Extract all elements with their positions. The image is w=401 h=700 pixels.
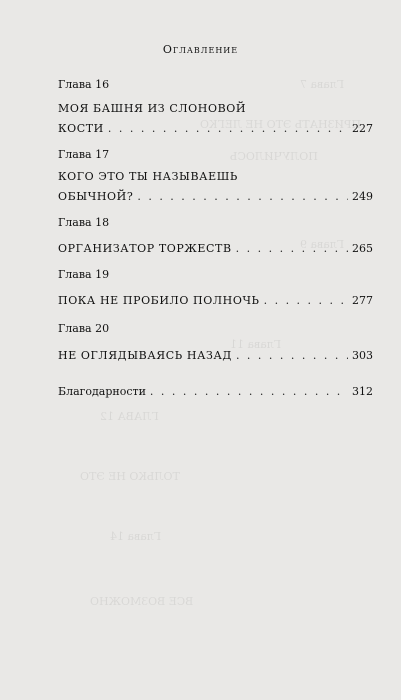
chapter-label: Глава 18 (58, 216, 110, 229)
chapter-title-line: МОЯ БАШНЯ ИЗ СЛОНОВОЙ (58, 102, 247, 115)
dot-leader (236, 242, 348, 255)
chapter-label: Глава 17 (58, 148, 110, 161)
dot-leader (264, 294, 348, 307)
toc-entry-row[interactable] (58, 294, 373, 307)
dot-leader (108, 122, 348, 135)
page-number: 227 (352, 122, 373, 135)
page-number: 249 (352, 190, 373, 203)
chapter-title-line: ОРГАНИЗАТОР ТОРЖЕСТВ (58, 242, 232, 255)
chapter-label: Глава 19 (58, 268, 110, 281)
bleed-through-text: ГЛАВА 12 (100, 410, 159, 423)
page-number: 277 (352, 294, 373, 307)
chapter-label: Глава 16 (58, 78, 110, 91)
chapter-title-line: КОСТИ (58, 122, 104, 135)
toc-entry-row[interactable] (58, 242, 373, 255)
bleed-through-text: ПОЛУЧИЛОСЬ (230, 150, 318, 163)
toc-entry-row[interactable] (58, 190, 373, 203)
bleed-through-text: ВСЕ ВОЗМОЖНО (90, 595, 194, 608)
bleed-through-text: Глава 7 (300, 78, 345, 91)
bleed-through-text: Глава 14 (110, 530, 162, 543)
acknowledgements-label: Благодарности (58, 385, 146, 398)
bleed-through-text: Глава 11 (230, 338, 282, 351)
dot-leader (236, 349, 348, 362)
chapter-title-line: ПОКА НЕ ПРОБИЛО ПОЛНОЧЬ (58, 294, 260, 307)
bleed-through-text: ПРИЗНАТЬ ЭТО НЕ ЛЕГКО (200, 118, 362, 131)
bleed-through-text: ТОЛЬКО НЕ ЭТО (80, 470, 180, 483)
chapter-title-line: НЕ ОГЛЯДЫВАЯСЬ НАЗАД (58, 349, 232, 362)
bleed-through-text: Глава 9 (300, 238, 345, 251)
dot-leader (150, 385, 348, 398)
chapter-title-line: КОГО ЭТО ТЫ НАЗЫВАЕШЬ (58, 170, 238, 183)
page-number: 312 (352, 385, 373, 398)
toc-title: Оглавление (162, 43, 239, 56)
page-number: 265 (352, 242, 373, 255)
toc-entry-acknowledgements[interactable] (58, 385, 373, 398)
toc-entry-row[interactable] (58, 349, 373, 362)
toc-entry-row[interactable] (58, 122, 373, 135)
chapter-label: Глава 20 (58, 322, 110, 335)
dot-leader (137, 190, 348, 203)
page-number: 303 (352, 349, 373, 362)
chapter-title-line: ОБЫЧНОЙ? (58, 190, 134, 203)
